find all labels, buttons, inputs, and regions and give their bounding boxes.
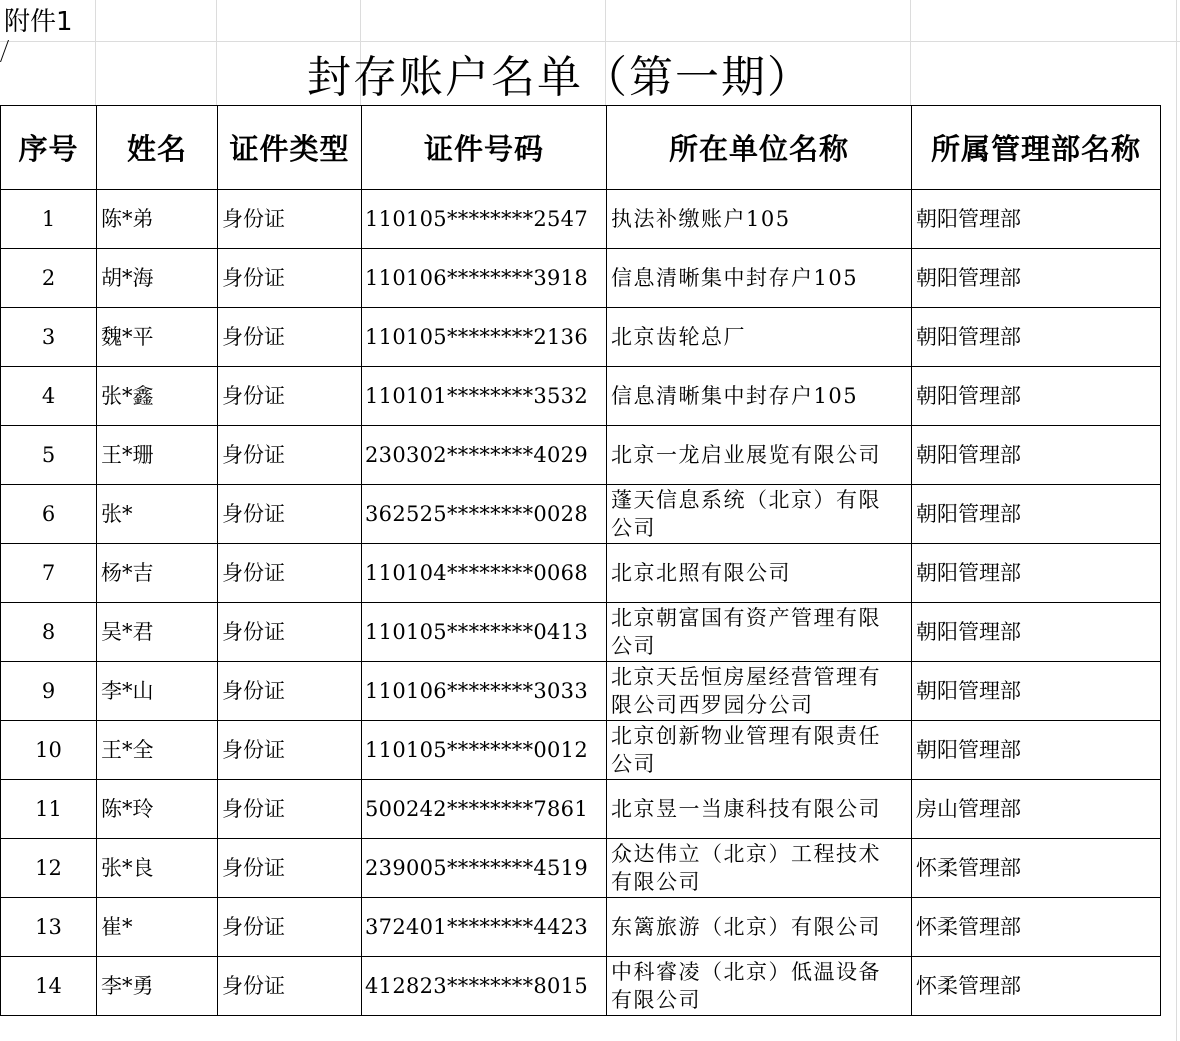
- table-row: [1, 957, 1161, 1016]
- cell-dept: 朝阳管理部: [912, 367, 1161, 426]
- cell-no: 3: [1, 308, 97, 367]
- column-header-name: 姓名: [97, 106, 218, 190]
- cell-id-type: 身份证: [218, 898, 362, 957]
- cell-id-number: 412823********8015: [362, 957, 607, 1016]
- cell-id-type: 身份证: [218, 426, 362, 485]
- cell-id-type: 身份证: [218, 957, 362, 1016]
- cell-id-number: 110105********2136: [362, 308, 607, 367]
- cell-name: 李*山: [97, 662, 218, 721]
- cell-name: 李*勇: [97, 957, 218, 1016]
- cell-dept: 怀柔管理部: [912, 839, 1161, 898]
- attachment-label: 附件1: [4, 7, 73, 37]
- table-row: [1, 190, 1161, 249]
- cell-unit: 执法补缴账户105: [607, 190, 912, 249]
- cell-name: 陈*玲: [97, 780, 218, 839]
- page-title: 封存账户名单（第一期）: [307, 52, 813, 103]
- cell-no: 5: [1, 426, 97, 485]
- cell-unit: 信息清晰集中封存户105: [607, 367, 912, 426]
- cell-id-type: 身份证: [218, 721, 362, 780]
- cell-no: 1: [1, 190, 97, 249]
- cell-id-type: 身份证: [218, 249, 362, 308]
- cell-dept: 朝阳管理部: [912, 721, 1161, 780]
- cell-unit: 北京天岳恒房屋经营管理有限公司西罗园分公司: [607, 662, 912, 721]
- cell-id-type: 身份证: [218, 308, 362, 367]
- cell-unit: 北京齿轮总厂: [607, 308, 912, 367]
- cell-name: 杨*吉: [97, 544, 218, 603]
- column-header-id-type: 证件类型: [218, 106, 362, 190]
- cell-unit: 众达伟立（北京）工程技术有限公司: [607, 839, 912, 898]
- cell-no: 10: [1, 721, 97, 780]
- cell-no: 7: [1, 544, 97, 603]
- cell-unit: 信息清晰集中封存户105: [607, 249, 912, 308]
- cell-name: 胡*海: [97, 249, 218, 308]
- cell-no: 2: [1, 249, 97, 308]
- cell-unit: 北京北照有限公司: [607, 544, 912, 603]
- cell-dept: 朝阳管理部: [912, 544, 1161, 603]
- cell-dept: 朝阳管理部: [912, 662, 1161, 721]
- cell-id-number: 110106********3033: [362, 662, 607, 721]
- cell-dept: 朝阳管理部: [912, 249, 1161, 308]
- cell-dept: 朝阳管理部: [912, 190, 1161, 249]
- table-row: [1, 721, 1161, 780]
- cell-unit: 北京一龙启业展览有限公司: [607, 426, 912, 485]
- table-row: [1, 839, 1161, 898]
- column-header-id-number: 证件号码: [362, 106, 607, 190]
- cell-name: 王*全: [97, 721, 218, 780]
- cell-name: 陈*弟: [97, 190, 218, 249]
- cell-name: 魏*平: [97, 308, 218, 367]
- cell-dept: 怀柔管理部: [912, 898, 1161, 957]
- cell-name: 吴*君: [97, 603, 218, 662]
- table-row: [1, 780, 1161, 839]
- cell-id-number: 110105********2547: [362, 190, 607, 249]
- cell-id-type: 身份证: [218, 662, 362, 721]
- cell-id-type: 身份证: [218, 485, 362, 544]
- cell-name: 王*珊: [97, 426, 218, 485]
- cell-id-number: 110105********0413: [362, 603, 607, 662]
- table-row: [1, 485, 1161, 544]
- header-row: [1, 106, 1161, 190]
- cell-no: 6: [1, 485, 97, 544]
- cell-no: 4: [1, 367, 97, 426]
- column-header-unit: 所在单位名称: [607, 106, 912, 190]
- cell-no: 12: [1, 839, 97, 898]
- cell-unit: 中科睿凌（北京）低温设备有限公司: [607, 957, 912, 1016]
- cell-id-number: 500242********7861: [362, 780, 607, 839]
- cell-id-type: 身份证: [218, 780, 362, 839]
- cell-id-number: 372401********4423: [362, 898, 607, 957]
- cell-id-number: 110106********3918: [362, 249, 607, 308]
- cell-dept: 朝阳管理部: [912, 308, 1161, 367]
- table-row: [1, 544, 1161, 603]
- cell-unit: 蓬天信息系统（北京）有限公司: [607, 485, 912, 544]
- cell-no: 8: [1, 603, 97, 662]
- cell-no: 9: [1, 662, 97, 721]
- cell-no: 14: [1, 957, 97, 1016]
- cell-dept: 朝阳管理部: [912, 603, 1161, 662]
- cell-dept: 朝阳管理部: [912, 426, 1161, 485]
- column-header-dept: 所属管理部名称: [912, 106, 1161, 190]
- table-row: [1, 898, 1161, 957]
- cell-unit: 北京朝富国有资产管理有限公司: [607, 603, 912, 662]
- cell-id-type: 身份证: [218, 603, 362, 662]
- cell-id-number: 230302********4029: [362, 426, 607, 485]
- column-header-no: 序号: [1, 106, 97, 190]
- table-row: [1, 603, 1161, 662]
- cell-unit: 东篱旅游（北京）有限公司: [607, 898, 912, 957]
- cell-id-type: 身份证: [218, 544, 362, 603]
- cell-name: 张*: [97, 485, 218, 544]
- cell-dept: 怀柔管理部: [912, 957, 1161, 1016]
- cell-dept: 朝阳管理部: [912, 485, 1161, 544]
- cell-no: 13: [1, 898, 97, 957]
- cell-name: 崔*: [97, 898, 218, 957]
- cell-id-type: 身份证: [218, 839, 362, 898]
- cell-id-number: 362525********0028: [362, 485, 607, 544]
- table-row: [1, 367, 1161, 426]
- cell-id-number: 110104********0068: [362, 544, 607, 603]
- cell-id-type: 身份证: [218, 190, 362, 249]
- table-row: [1, 308, 1161, 367]
- cell-unit: 北京昱一当康科技有限公司: [607, 780, 912, 839]
- cell-id-number: 110101********3532: [362, 367, 607, 426]
- cell-name: 张*鑫: [97, 367, 218, 426]
- account-roster-table: [0, 105, 1161, 1016]
- cell-id-number: 239005********4519: [362, 839, 607, 898]
- cell-name: 张*良: [97, 839, 218, 898]
- cell-no: 11: [1, 780, 97, 839]
- table-row: [1, 249, 1161, 308]
- cell-dept: 房山管理部: [912, 780, 1161, 839]
- table-row: [1, 662, 1161, 721]
- cell-id-type: 身份证: [218, 367, 362, 426]
- table-row: [1, 426, 1161, 485]
- cell-unit: 北京创新物业管理有限责任公司: [607, 721, 912, 780]
- cell-id-number: 110105********0012: [362, 721, 607, 780]
